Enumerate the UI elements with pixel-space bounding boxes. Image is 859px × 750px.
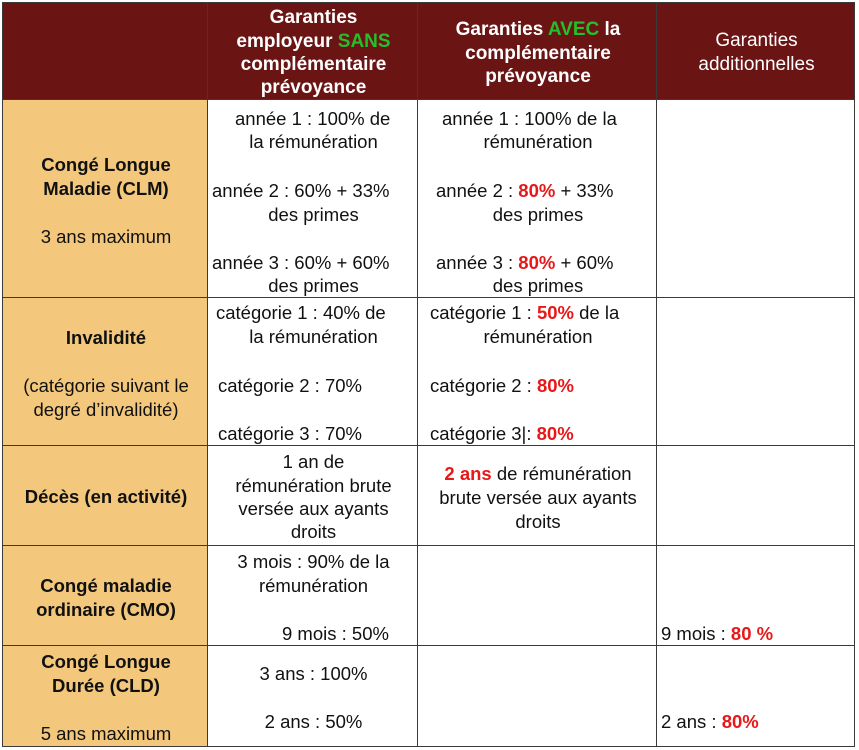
guarantees-table <box>2 2 855 747</box>
text-span: la <box>599 19 621 40</box>
clm-avec-a1: année 1 : 100% de la <box>442 108 617 129</box>
cmo-sans <box>207 545 418 646</box>
deces-sans-l2: rémunération brute <box>235 475 392 496</box>
cmo-sans-l2: rémunération <box>258 575 368 596</box>
cld-sans-l1: 3 ans : 100% <box>259 663 368 684</box>
header-corner <box>2 2 208 100</box>
clm-title-l1: Congé Longue <box>41 154 171 175</box>
text-span: Garanties <box>455 19 548 40</box>
text-span: 80 % <box>730 623 774 644</box>
clm-title-l3: 3 ans maximum <box>40 226 172 247</box>
text-span: année 3 : <box>436 252 519 273</box>
cmo-title-l2: ordinaire (CMO) <box>36 599 176 620</box>
header-avec-l2: complémentaire <box>465 43 611 64</box>
row-head-cld <box>2 645 208 747</box>
clm-sans-b1: année 2 : 60% + 33% <box>212 180 390 201</box>
row-head-clm <box>2 99 208 298</box>
inv-avec-a2: rémunération <box>483 326 593 347</box>
text-span: 50% <box>536 302 574 323</box>
deces-avec <box>417 445 657 546</box>
clm-avec-a2: rémunération <box>483 131 593 152</box>
avec-highlight: AVEC <box>547 19 600 40</box>
row-head-cmo <box>2 545 208 646</box>
clm-avec-b2: des primes <box>492 204 584 225</box>
clm-sans-c1: année 3 : 60% + 60% <box>212 252 390 273</box>
cld-sans <box>207 645 418 747</box>
text-span: 80% <box>721 711 759 732</box>
header-sans-l4: prévoyance <box>260 77 367 98</box>
deces-add <box>656 445 855 546</box>
cld-add-l1 <box>661 711 759 733</box>
inv-avec-c <box>430 423 574 445</box>
clm-sans-c2: des primes <box>268 275 359 296</box>
header-sans-l1: Garanties <box>269 7 358 28</box>
deces-sans-l3: versée aux ayants <box>238 498 389 519</box>
text-span: catégorie 2 : <box>430 375 537 396</box>
text-span: de rémunération <box>491 463 632 484</box>
clm-sans-a2: la rémunération <box>249 131 378 152</box>
inv-avec <box>417 297 657 446</box>
header-additional <box>656 2 855 100</box>
cld-title-l3: 5 ans maximum <box>40 723 172 744</box>
inv-sans-b: catégorie 2 : 70% <box>218 375 362 396</box>
text-span: catégorie 1 : <box>430 302 537 323</box>
inv-sans-a2: la rémunération <box>249 326 378 347</box>
cmo-avec <box>417 545 657 646</box>
header-add-l2: additionnelles <box>698 54 815 75</box>
cmo-add <box>656 545 855 646</box>
deces-title-l1: Décès (en activité) <box>24 486 188 507</box>
row-head-deces <box>2 445 208 546</box>
deces-avec-l1 <box>418 463 658 485</box>
header-avec-l3: prévoyance <box>485 66 591 87</box>
clm-title-l2: Maladie (CLM) <box>43 178 169 199</box>
deces-avec-l3: droits <box>515 511 561 532</box>
cmo-title-l1: Congé maladie <box>40 575 172 596</box>
inv-title-l1: Invalidité <box>65 327 147 348</box>
clm-add <box>656 99 855 298</box>
inv-add <box>656 297 855 446</box>
header-sans <box>207 2 418 100</box>
header-avec <box>417 2 657 100</box>
clm-avec <box>417 99 657 298</box>
text-span: 80% <box>536 375 574 396</box>
header-sans-l2 <box>208 31 419 53</box>
clm-avec-c1 <box>436 252 613 274</box>
sans-highlight: SANS <box>337 31 391 52</box>
cmo-add-l1 <box>661 623 773 645</box>
header-avec-l1 <box>418 19 658 41</box>
cmo-sans-l1: 3 mois : 90% de la <box>237 551 390 572</box>
text-span: 2 ans : <box>661 711 722 732</box>
text-span: 80% <box>518 180 556 201</box>
inv-title-l3: degré d’invalidité) <box>33 399 179 420</box>
text-span: de la <box>573 302 620 323</box>
cld-avec <box>417 645 657 747</box>
deces-sans-l1: 1 an de <box>282 451 345 472</box>
text-span: 2 ans <box>444 463 492 484</box>
row-head-invalidite <box>2 297 208 446</box>
text-span: employeur <box>236 31 338 52</box>
header-sans-l3: complémentaire <box>240 54 387 75</box>
deces-sans <box>207 445 418 546</box>
deces-sans-l4: droits <box>290 521 337 542</box>
cld-title-l1: Congé Longue <box>41 651 171 672</box>
text-span: catégorie 3|: <box>430 423 537 444</box>
text-span: 80% <box>518 252 556 273</box>
text-span: + 60% <box>555 252 614 273</box>
cld-add <box>656 645 855 747</box>
cmo-sans-l3: 9 mois : 50% <box>282 623 389 644</box>
clm-avec-b1 <box>436 180 613 202</box>
cld-sans-l2: 2 ans : 50% <box>264 711 363 732</box>
clm-avec-c2: des primes <box>492 275 584 296</box>
text-span: + 33% <box>555 180 614 201</box>
deces-avec-l2: brute versée aux ayants <box>439 487 637 508</box>
clm-sans <box>207 99 418 298</box>
inv-sans <box>207 297 418 446</box>
inv-sans-a1: catégorie 1 : 40% de <box>216 302 386 323</box>
inv-sans-c: catégorie 3 : 70% <box>218 423 362 444</box>
clm-sans-b2: des primes <box>268 204 359 225</box>
inv-avec-a1 <box>430 302 619 324</box>
text-span: 80% <box>536 423 574 444</box>
header-add-l1: Garanties <box>715 30 798 51</box>
inv-avec-b <box>430 375 574 397</box>
clm-sans-a1: année 1 : 100% de <box>235 108 391 129</box>
inv-title-l2: (catégorie suivant le <box>23 375 189 396</box>
text-span: 9 mois : <box>661 623 731 644</box>
text-span: année 2 : <box>436 180 519 201</box>
cld-title-l2: Durée (CLD) <box>52 675 160 696</box>
